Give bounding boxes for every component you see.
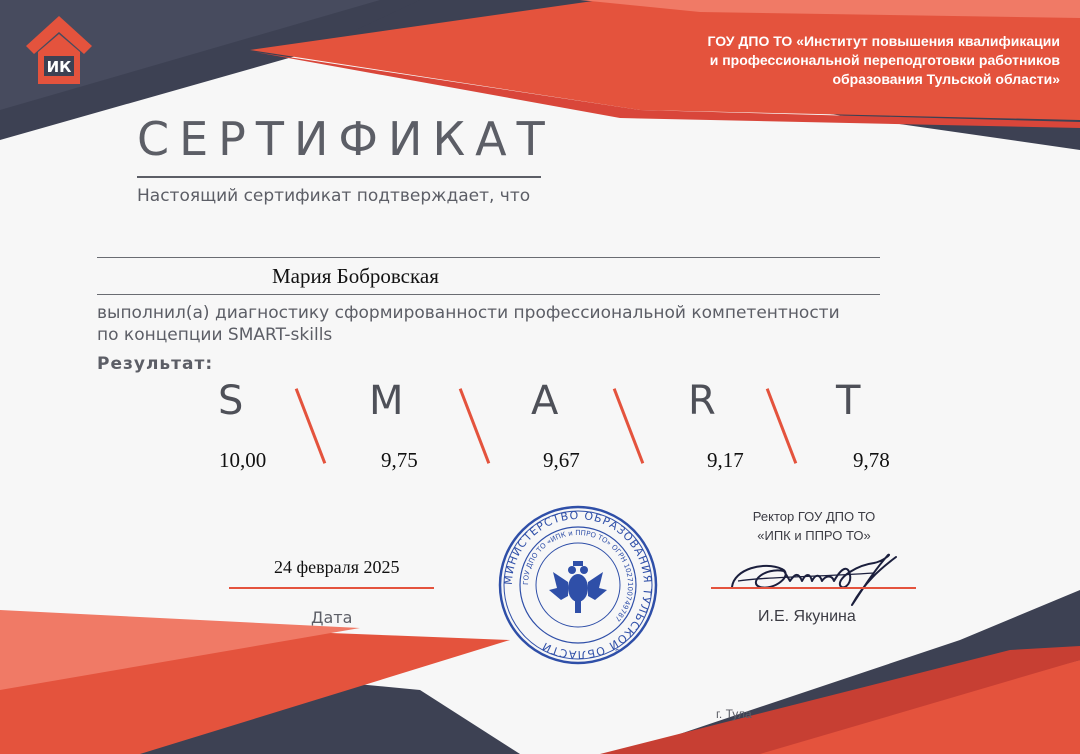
organization-line-3: образования Тульской области» [832,71,1060,87]
city-label: г. Тула [716,707,752,721]
handwritten-signature-icon [724,547,904,611]
score-t: 9,78 [853,448,890,472]
rector-name: И.Е. Якунина [758,608,856,625]
score-r: 9,17 [707,448,744,472]
smart-letter-s: S [218,378,244,424]
eagle-emblem-icon [549,561,607,613]
description-line-1: выполнил(а) диагностику сформированности профессиональной компетентности [97,303,840,323]
name-top-rule [97,257,880,258]
recipient-name: Мария Бобровская [272,264,439,288]
rector-title-line-2: «ИПК и ППРО ТО» [757,528,871,543]
date-rule [229,587,434,589]
organization-line-2: и профессиональной переподготовки работников [709,52,1060,68]
name-bottom-rule [97,294,880,295]
score-s: 10,00 [219,448,267,472]
official-seal-icon [497,504,659,666]
description-line-2: по концепции SMART-skills [97,325,333,345]
issue-date: 24 февраля 2025 [274,557,400,577]
smart-letter-r: R [688,378,716,424]
smart-letter-a: A [531,378,559,424]
smart-letter-t: T [836,378,861,424]
organization-line-1: ГОУ ДПО ТО «Институт повышения квалификации [707,33,1060,49]
seal-inner-text: ГОУ ДПО ТО «ИПК и ППРО ТО» ОГРН 1027100749787 [521,528,635,623]
score-a: 9,67 [543,448,580,472]
result-label: Результат: [97,354,214,374]
rector-title [744,507,884,545]
title-underline [137,176,541,178]
score-m: 9,75 [381,448,418,472]
certificate-subtitle: Настоящий сертификат подтверждает, что [137,186,531,206]
seal-outer-text: МИНИСТЕРСТВО ОБРАЗОВАНИЯ ТУЛЬСКОЙ ОБЛАСТИ [501,508,655,662]
ipk-house-logo-icon [24,14,94,86]
certificate-title: СЕРТИФИКАТ [137,112,555,166]
logo-text: ИК [46,58,72,76]
certificate-description [97,302,840,346]
signature-rule [711,587,916,589]
rector-title-line-1: Ректор ГОУ ДПО ТО [752,509,876,524]
smart-letter-m: M [369,378,404,424]
date-label: Дата [311,608,353,627]
organization-name [640,32,1060,89]
